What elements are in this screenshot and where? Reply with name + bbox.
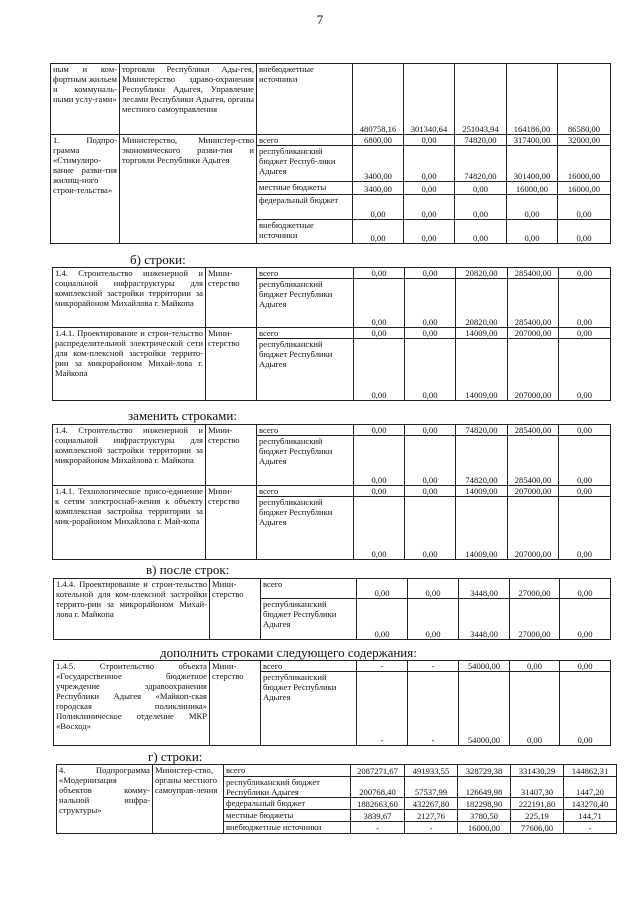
value-cell: 20820,00 xyxy=(456,268,508,279)
value-cell: 207000,00 xyxy=(508,486,559,497)
value-cell: 144,71 xyxy=(564,810,617,822)
value-cell: 143270,40 xyxy=(564,798,617,810)
value-cell: 0,00 xyxy=(354,497,405,560)
value-cell: 20820,00 xyxy=(456,279,508,328)
value-cell: 31407,30 xyxy=(511,777,564,798)
value-cell: 328729,38 xyxy=(458,765,511,777)
source-label: всего xyxy=(257,268,354,279)
value-cell: 0,00 xyxy=(354,425,405,436)
value-cell: 0,00 xyxy=(560,661,611,672)
value-cell: 182298,90 xyxy=(458,798,511,810)
source-label: местные бюджеты xyxy=(224,810,351,822)
value-cell: 32000,00 xyxy=(558,135,611,146)
value-cell: 0,00 xyxy=(559,486,611,497)
value-cell: 0,00 xyxy=(354,328,405,339)
source-label: республиканский бюджет Республики Адыгея xyxy=(257,436,354,486)
section-heading-add: дополнить строками следующего содержания: xyxy=(160,645,417,660)
value-cell: 3448,00 xyxy=(459,599,510,640)
value-cell: 0,00 xyxy=(408,579,459,599)
value-cell: 144862,31 xyxy=(564,765,617,777)
executor-cell: Мини-стерство xyxy=(206,425,257,486)
value-cell: 222191,80 xyxy=(511,798,564,810)
value-cell: 0,00 xyxy=(510,672,560,746)
value-cell: 164186,00 xyxy=(507,64,558,135)
row-name-cell: 1.4. Строительство инженерной и социальной инфраструктуры для комплексной застройки территории за микрорайоном Михайлова г. Майкопа xyxy=(53,425,206,486)
value-cell: 3400,00 xyxy=(353,146,404,182)
value-cell: 0,00 xyxy=(559,497,611,560)
value-cell: 432267,80 xyxy=(405,798,458,810)
value-cell: 0,00 xyxy=(507,220,558,244)
value-cell: 480758,16 xyxy=(353,64,404,135)
value-cell: 14009,00 xyxy=(456,486,508,497)
value-cell: 0,00 xyxy=(357,599,408,640)
value-cell: 0,00 xyxy=(354,279,405,328)
row-name-cell: 1.4.4. Проектирование и строи-тельство котельной для ком-плексной застройки террито-рии за микрорайоном Михай-лова г. Майкопа xyxy=(54,579,210,640)
executor-cell: Мини-стерство xyxy=(210,579,261,640)
value-cell: 317400,00 xyxy=(507,135,558,146)
value-cell: 16000,00 xyxy=(458,822,511,834)
row-name-cell: 1.4.1. Технологическое присо-единение к сетям электроснаб-жения к объекту комплексная застройка территории за мик-рорайоном Михайлова г. Май-копа xyxy=(53,486,206,560)
value-cell: - xyxy=(408,661,459,672)
value-cell: 491933,55 xyxy=(405,765,458,777)
value-cell: 0,00 xyxy=(405,436,456,486)
value-cell: 225,19 xyxy=(511,810,564,822)
value-cell: 0,00 xyxy=(354,268,405,279)
value-cell: - xyxy=(408,672,459,746)
value-cell: 0,00 xyxy=(405,497,456,560)
value-cell: - xyxy=(351,822,405,834)
section-heading-b: б) строки: xyxy=(130,252,186,267)
source-label: республиканский бюджет Респуб-лики Адыгея xyxy=(257,146,353,182)
value-cell: 0,00 xyxy=(354,486,405,497)
source-label: федеральный бюджет xyxy=(257,195,353,220)
value-cell: 0,00 xyxy=(404,135,455,146)
value-cell: 0,00 xyxy=(404,182,455,195)
value-cell: 0,00 xyxy=(405,425,456,436)
value-cell: 57537,99 xyxy=(405,777,458,798)
value-cell: 27000,00 xyxy=(510,579,560,599)
executor-cell: торговли Республики Ады-гея, Министерство здраво-охранения Республики Адыгея, Управление лесами Республики Адыгея, органы местного самоуправления xyxy=(120,64,257,135)
replace-table xyxy=(52,424,610,560)
source-label: республиканский бюджет Республики Адыгея xyxy=(261,672,357,746)
value-cell: 285400,00 xyxy=(508,279,559,328)
section-heading-c: в) после строк: xyxy=(146,562,230,577)
value-cell: 1447,20 xyxy=(564,777,617,798)
source-label: внебюджетные источники xyxy=(257,220,353,244)
value-cell: 14009,00 xyxy=(456,328,508,339)
value-cell: 0,00 xyxy=(404,220,455,244)
value-cell: 0,00 xyxy=(507,195,558,220)
value-cell: 0,00 xyxy=(559,268,611,279)
source-label: республиканский бюджет Республики Адыгея xyxy=(224,777,351,798)
source-label: всего xyxy=(257,135,353,146)
value-cell: 0,00 xyxy=(559,279,611,328)
source-label: республиканский бюджет Республики Адыгея xyxy=(257,497,354,560)
executor-cell: Мини-стерство xyxy=(206,486,257,560)
value-cell: 0,00 xyxy=(354,339,405,401)
value-cell: 0,00 xyxy=(405,486,456,497)
value-cell: - xyxy=(564,822,617,834)
value-cell: 77606,00 xyxy=(511,822,564,834)
value-cell: 200768,40 xyxy=(351,777,405,798)
value-cell: 0,00 xyxy=(510,661,560,672)
value-cell: 251043,94 xyxy=(455,64,507,135)
source-label: всего xyxy=(257,328,354,339)
value-cell: 3448,00 xyxy=(459,579,510,599)
value-cell: 301400,00 xyxy=(507,146,558,182)
executor-cell: Министер-ство, органы местного самоуправ-ления xyxy=(153,765,224,834)
value-cell: 6800,00 xyxy=(353,135,404,146)
value-cell: 3780,50 xyxy=(458,810,511,822)
executor-cell: Мини-стерство xyxy=(206,328,257,401)
value-cell: 14009,00 xyxy=(456,497,508,560)
source-label: внебюджетные источники xyxy=(224,822,351,834)
value-cell: 126649,98 xyxy=(458,777,511,798)
source-label: всего xyxy=(261,579,357,599)
value-cell: 0,00 xyxy=(354,436,405,486)
value-cell: 54000,00 xyxy=(459,661,510,672)
row-name-cell: 1.4.5. Строительство объекта «Государственное бюджетное учреждение здравоохранения Республики Адыгея «Майкоп-ская городская поликлиника» Поликлиническое отделение МКР «Восход» xyxy=(54,661,210,746)
source-label: республиканский бюджет Республики Адыгея xyxy=(261,599,357,640)
value-cell: 0,00 xyxy=(559,436,611,486)
value-cell: 74820,00 xyxy=(456,436,508,486)
source-label: республиканский бюджет Республики Адыгея xyxy=(257,279,354,328)
executor-cell: Мини-стерство xyxy=(210,661,261,746)
value-cell: 16000,00 xyxy=(558,182,611,195)
source-label: федеральный бюджет xyxy=(224,798,351,810)
value-cell: 0,00 xyxy=(455,195,507,220)
value-cell: 14009,00 xyxy=(456,339,508,401)
value-cell: 0,00 xyxy=(357,579,408,599)
value-cell: - xyxy=(357,661,408,672)
section-heading-g: г) строки: xyxy=(148,749,203,764)
value-cell: 74820,00 xyxy=(456,425,508,436)
value-cell: 285400,00 xyxy=(508,436,559,486)
subprogram-name-cell: 1. Подпро-грамма «Стимулиро-вание разви-тия жилищ-ного строи-тельства» xyxy=(51,135,120,244)
page-number: 7 xyxy=(316,12,324,27)
source-label: местные бюджеты xyxy=(257,182,353,195)
value-cell: 207000,00 xyxy=(508,328,559,339)
value-cell: 0,00 xyxy=(455,220,507,244)
source-label: всего xyxy=(224,765,351,777)
value-cell: 0,00 xyxy=(560,672,611,746)
value-cell: 3839,67 xyxy=(351,810,405,822)
g-table xyxy=(56,764,616,834)
value-cell: - xyxy=(405,822,458,834)
value-cell: - xyxy=(357,672,408,746)
b-table xyxy=(52,267,610,401)
value-cell: 0,00 xyxy=(405,279,456,328)
value-cell: 0,00 xyxy=(560,599,611,640)
value-cell: 0,00 xyxy=(353,195,404,220)
value-cell: 1882663,60 xyxy=(351,798,405,810)
value-cell: 16000,00 xyxy=(507,182,558,195)
value-cell: 0,00 xyxy=(404,195,455,220)
executor-cell: Министерство, Министер-ство экономического разви-тия и торговли Республики Адыгея xyxy=(120,135,257,244)
value-cell: 207000,00 xyxy=(508,497,559,560)
value-cell: 0,00 xyxy=(558,220,611,244)
value-cell: 2127,76 xyxy=(405,810,458,822)
value-cell: 285400,00 xyxy=(508,268,559,279)
subprogram-name-cell: 4. Подпрограмма «Модернизация объектов комму-нальной инфра-структуры» xyxy=(57,765,153,834)
value-cell: 86580,00 xyxy=(558,64,611,135)
add-table xyxy=(53,660,610,746)
value-cell: 0,00 xyxy=(559,425,611,436)
value-cell: 331430,29 xyxy=(511,765,564,777)
value-cell: 2087271,67 xyxy=(351,765,405,777)
top-table xyxy=(50,63,610,244)
value-cell: 74820,00 xyxy=(455,135,507,146)
source-label: республиканский бюджет Республики Адыгея xyxy=(257,339,354,401)
row-name-cell: 1.4. Строительство инженерной и социальной инфраструктуры для комплексной застройки территории за микрорайоном Михайлова г. Майкопа xyxy=(53,268,206,328)
value-cell: 0,00 xyxy=(405,339,456,401)
value-cell: 0,00 xyxy=(405,328,456,339)
source-label: внебюджетные источники xyxy=(257,64,353,135)
value-cell: 0,00 xyxy=(408,599,459,640)
value-cell: 0,00 xyxy=(405,268,456,279)
value-cell: 0,00 xyxy=(404,146,455,182)
value-cell: 0,00 xyxy=(455,182,507,195)
after-table xyxy=(53,578,610,640)
value-cell: 0,00 xyxy=(353,220,404,244)
source-label: всего xyxy=(261,661,357,672)
value-cell: 207000,00 xyxy=(508,339,559,401)
source-label: всего xyxy=(257,425,354,436)
executor-cell: Мини-стерство xyxy=(206,268,257,328)
value-cell: 16000,00 xyxy=(558,146,611,182)
value-cell: 54000,00 xyxy=(459,672,510,746)
value-cell: 285400,00 xyxy=(508,425,559,436)
value-cell: 27000,00 xyxy=(510,599,560,640)
source-label: всего xyxy=(257,486,354,497)
row-name-cell: 1.4.1. Проектирование и строи-тельство распределительной электрической сети для ком-плексной застройки террито-рии за микрорайоном Михай-лова г. Майкопа xyxy=(53,328,206,401)
value-cell: 301340,64 xyxy=(404,64,455,135)
section-heading-replace: заменить строками: xyxy=(128,408,237,423)
value-cell: 0,00 xyxy=(558,195,611,220)
value-cell: 0,00 xyxy=(559,339,611,401)
value-cell: 0,00 xyxy=(559,328,611,339)
program-name-cell: ным и ком-фортным жильем и коммуналь-ными услу-гами» xyxy=(51,64,120,135)
value-cell: 3400,00 xyxy=(353,182,404,195)
value-cell: 74820,00 xyxy=(455,146,507,182)
value-cell: 0,00 xyxy=(560,579,611,599)
